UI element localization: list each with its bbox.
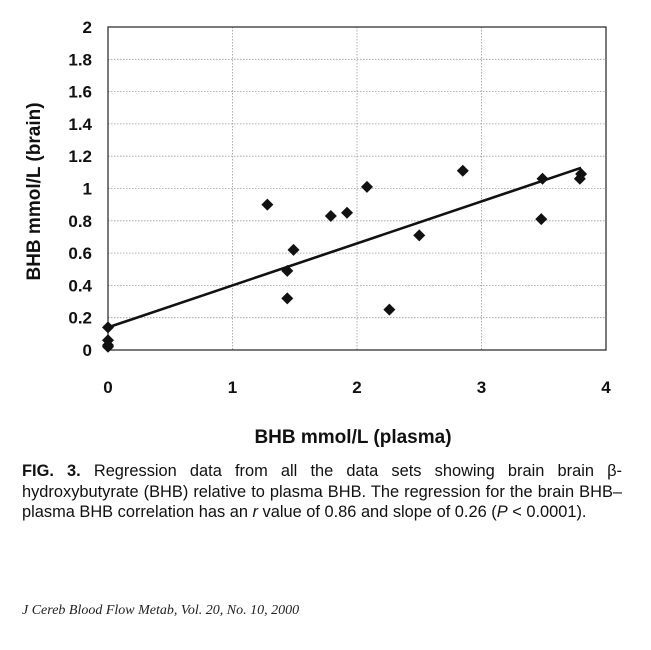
caption-r-symbol: r	[252, 503, 258, 521]
data-point	[325, 210, 337, 222]
journal-reference: J Cereb Blood Flow Metab, Vol. 20, No. 10, 2000	[22, 603, 300, 618]
data-point	[341, 207, 353, 219]
figure-caption	[22, 461, 622, 523]
y-tick-label: 0	[82, 341, 92, 360]
data-point	[413, 229, 425, 241]
y-tick-label: 1	[82, 179, 92, 199]
y-tick-label: 0.4	[68, 276, 92, 296]
data-point	[102, 341, 114, 353]
figure-label: FIG. 3.	[22, 462, 81, 480]
x-axis-ticks	[103, 378, 611, 397]
x-tick-label: 1	[227, 378, 238, 397]
data-point	[361, 181, 373, 193]
regression-line	[108, 168, 581, 328]
y-tick-label: 0.8	[68, 211, 92, 231]
data-points	[102, 165, 587, 353]
data-point	[261, 199, 273, 211]
y-axis-title: BHB mmol/L (brain)	[24, 102, 45, 281]
x-tick-label: 2	[352, 378, 362, 397]
y-axis-ticks	[68, 18, 92, 360]
x-tick-label: 0	[103, 378, 113, 397]
y-tick-label: 1.4	[68, 114, 92, 134]
y-tick-label: 1.6	[68, 82, 92, 102]
y-tick-label: 0.6	[68, 244, 92, 264]
x-axis-title: BHB mmol/L (plasma)	[254, 427, 452, 448]
y-tick-label: 1.8	[68, 50, 92, 70]
caption-text-2: value of 0.86 and slope of 0.26 (	[257, 503, 497, 521]
data-point	[281, 292, 293, 304]
data-point	[383, 304, 395, 316]
data-point	[102, 321, 114, 333]
data-point	[535, 213, 547, 225]
y-tick-label: 1.2	[68, 147, 92, 167]
x-tick-label: 4	[601, 378, 611, 397]
caption-p-symbol: P	[496, 503, 508, 521]
y-tick-label: 2	[82, 18, 92, 37]
y-tick-label: 0.2	[68, 308, 92, 328]
data-point	[457, 165, 469, 177]
x-tick-label: 3	[476, 378, 487, 397]
caption-text-3: < 0.0001).	[507, 503, 587, 521]
caption-text: Regression data from all the data sets showing brain brain β-hydroxybutyrate (BHB) relative to plasma BHB. The regression for the brain BHB–plasma BHB correlation has an	[22, 462, 623, 521]
data-point	[288, 244, 300, 256]
